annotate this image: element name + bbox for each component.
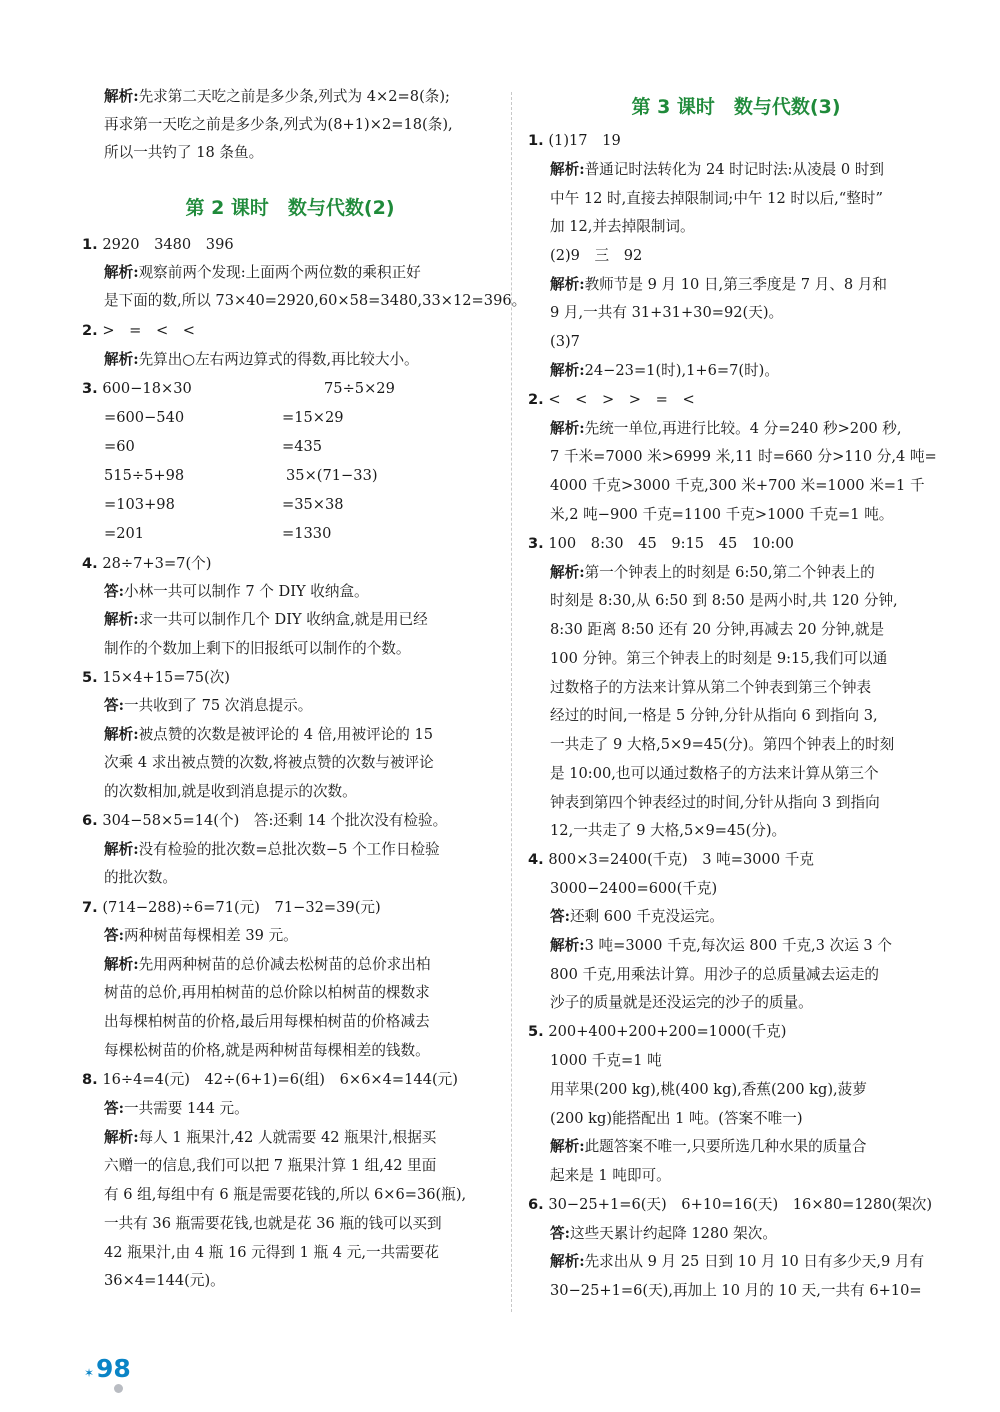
analysis-text: 解析:3 吨=3000 千克,每次运 800 千克,3 次运 3 个 bbox=[550, 937, 892, 954]
analysis-text: 4000 千克>3000 千克,300 米+700 米=1000 米=1 千 bbox=[550, 477, 925, 494]
item-number: 4. bbox=[82, 555, 98, 572]
answer-2: 2. < < > > = < bbox=[528, 391, 695, 408]
analysis-text: 一共走了 9 大格,5×9=45(分)。第四个钟表上的时刻 bbox=[550, 736, 895, 753]
analysis-text: 所以一共钓了 18 条鱼。 bbox=[104, 144, 264, 161]
keyword-label: 答: bbox=[104, 697, 124, 714]
decorative-dot-icon bbox=[114, 1384, 123, 1393]
keyword-label: 解析: bbox=[104, 88, 139, 105]
keyword-label: 解析: bbox=[104, 841, 139, 858]
analysis-text: 解析:求一共可以制作几个 DIY 收纳盒,就是用已经 bbox=[104, 611, 428, 628]
analysis-text: 经过的时间,一格是 5 分钟,分针从指向 6 到指向 3, bbox=[550, 707, 878, 724]
page-number: 98 bbox=[96, 1354, 131, 1383]
analysis-text: 的批次数。 bbox=[104, 869, 177, 886]
analysis-text: 树苗的总价,再用柏树苗的总价除以柏树苗的棵数求 bbox=[104, 984, 430, 1001]
analysis-text: 解析:24−23=1(时),1+6=7(时)。 bbox=[550, 362, 779, 379]
keyword-label: 解析: bbox=[550, 1253, 585, 1270]
keyword-label: 答: bbox=[550, 1225, 570, 1242]
keyword-label: 解析: bbox=[550, 362, 585, 379]
analysis-text: 每棵松树苗的价格,就是两种树苗每棵相差的钱数。 bbox=[104, 1042, 430, 1059]
reply-text: 答:还剩 600 千克没运完。 bbox=[550, 908, 724, 925]
analysis-text: 解析:第一个钟表上的时刻是 6:50,第二个钟表上的 bbox=[550, 564, 875, 581]
item-number: 1. bbox=[528, 132, 544, 149]
analysis-text: 有 6 组,每组中有 6 瓶是需要花钱的,所以 6×6=36(瓶), bbox=[104, 1186, 467, 1203]
analysis-text: 解析:普通记时法转化为 24 时记时法:从凌晨 0 时到 bbox=[550, 161, 885, 178]
analysis-text: 沙子的质量就是还没运完的沙子的质量。 bbox=[550, 994, 813, 1011]
item-number: 6. bbox=[528, 1196, 544, 1213]
analysis-text: 解析:没有检验的批次数=总批次数−5 个工作日检验 bbox=[104, 841, 440, 858]
analysis-text: 米,2 吨−900 千克=1100 千克>1000 千克=1 吨。 bbox=[550, 506, 894, 523]
analysis-text: 是下面的数,所以 73×40=2920,60×58=3480,33×12=396。 bbox=[104, 292, 527, 309]
answer-1-part-3: (3)7 bbox=[550, 333, 580, 350]
item-number: 5. bbox=[82, 669, 98, 686]
keyword-label: 解析: bbox=[550, 161, 585, 178]
keyword-label: 答: bbox=[104, 1100, 124, 1117]
analysis-text: 时刻是 8:30,从 6:50 到 8:50 是两小时,共 120 分钟, bbox=[550, 592, 898, 609]
keyword-label: 解析: bbox=[550, 937, 585, 954]
star-icon: ✶ bbox=[84, 1366, 95, 1380]
answer-7: 7. (714−288)÷6=71(元) 71−32=39(元) bbox=[82, 899, 381, 916]
analysis-text: 再求第一天吃之前是多少条,列式为(8+1)×2=18(条), bbox=[104, 116, 453, 133]
keyword-label: 解析: bbox=[104, 1129, 139, 1146]
item-number: 1. bbox=[82, 236, 98, 253]
calc-step: =201 bbox=[104, 525, 145, 542]
analysis-text: 解析:先统一单位,再进行比较。4 分=240 秒>200 秒, bbox=[550, 420, 902, 437]
keyword-label: 解析: bbox=[550, 564, 585, 581]
analysis-text: 12,一共走了 9 大格,5×9=45(分)。 bbox=[550, 822, 787, 839]
calc-step: 515÷5+98 bbox=[104, 467, 185, 484]
section-title-lesson-2: 第 2 课时 数与代数(2) bbox=[185, 197, 395, 219]
keyword-label: 解析: bbox=[550, 276, 585, 293]
calc-step: =60 bbox=[104, 438, 135, 455]
item-number: 5. bbox=[528, 1023, 544, 1040]
item-number: 2. bbox=[82, 322, 98, 339]
analysis-text: 42 瓶果汁,由 4 瓶 16 元得到 1 瓶 4 元,一共需要花 bbox=[104, 1244, 439, 1261]
reply-text: 答:一共需要 144 元。 bbox=[104, 1100, 249, 1117]
analysis-text: 800 千克,用乘法计算。用沙子的总质量减去运走的 bbox=[550, 966, 880, 983]
analysis-text: 7 千米=7000 米>6999 米,11 时=660 分>110 分,4 吨= bbox=[550, 448, 937, 465]
analysis-text: 解析:先用两种树苗的总价减去松树苗的总价求出柏 bbox=[104, 956, 431, 973]
item-number: 8. bbox=[82, 1071, 98, 1088]
answer-4: 4. 800×3=2400(千克) 3 吨=3000 千克 bbox=[528, 851, 814, 868]
reply-text: 答:一共收到了 75 次消息提示。 bbox=[104, 697, 313, 714]
answer-text: (200 kg)能搭配出 1 吨。(答案不唯一) bbox=[550, 1110, 803, 1127]
calc-step: =435 bbox=[282, 438, 323, 455]
analysis-text: 起来是 1 吨即可。 bbox=[550, 1167, 671, 1184]
calc-step: =103+98 bbox=[104, 496, 175, 513]
answer-3-calc-b: 75÷5×29 bbox=[324, 380, 395, 397]
calc-step: =600−540 bbox=[104, 409, 185, 426]
column-divider bbox=[511, 92, 512, 1312]
keyword-label: 答: bbox=[550, 908, 570, 925]
answer-1: 1. (1)17 19 bbox=[528, 132, 621, 149]
analysis-text: 30−25+1=6(天),再加上 10 月的 10 天,一共有 6+10= bbox=[550, 1282, 922, 1299]
analysis-text: 解析:此题答案不唯一,只要所选几种水果的质量合 bbox=[550, 1138, 867, 1155]
reply-text: 答:两种树苗每棵相差 39 元。 bbox=[104, 927, 298, 944]
analysis-text: 解析:先求出从 9 月 25 日到 10 月 10 日有多少天,9 月有 bbox=[550, 1253, 925, 1270]
calc-step: 35×(71−33) bbox=[286, 467, 378, 484]
item-number: 7. bbox=[82, 899, 98, 916]
calc-step: =1330 bbox=[282, 525, 332, 542]
keyword-label: 解析: bbox=[104, 351, 139, 368]
analysis-text: 8:30 距离 8:50 还有 20 分钟,再减去 20 分钟,就是 bbox=[550, 621, 885, 638]
calc-step: 1000 千克=1 吨 bbox=[550, 1052, 662, 1069]
keyword-label: 答: bbox=[104, 927, 124, 944]
keyword-label: 解析: bbox=[104, 956, 139, 973]
keyword-label: 解析: bbox=[104, 611, 139, 628]
keyword-label: 解析: bbox=[104, 726, 139, 743]
analysis-text: 100 分钟。第三个钟表上的时刻是 9:15,我们可以通 bbox=[550, 650, 888, 667]
reply-text: 答:小林一共可以制作 7 个 DIY 收纳盒。 bbox=[104, 583, 369, 600]
analysis-text: 解析:被点赞的次数是被评论的 4 倍,用被评论的 15 bbox=[104, 726, 434, 743]
keyword-label: 解析: bbox=[550, 1138, 585, 1155]
answer-1: 1. 2920 3480 396 bbox=[82, 236, 234, 253]
analysis-text: 的次数相加,就是收到消息提示的次数。 bbox=[104, 783, 357, 800]
analysis-text: 9 月,一共有 31+31+30=92(天)。 bbox=[550, 304, 784, 321]
answer-text: 用苹果(200 kg),桃(400 kg),香蕉(200 kg),菠萝 bbox=[550, 1081, 867, 1098]
analysis-text: 解析:先算出○左右两边算式的得数,再比较大小。 bbox=[104, 351, 419, 368]
item-number: 3. bbox=[528, 535, 544, 552]
calc-step: =15×29 bbox=[282, 409, 344, 426]
answer-6: 6. 30−25+1=6(天) 6+10=16(天) 16×80=1280(架次) bbox=[528, 1196, 933, 1213]
keyword-label: 解析: bbox=[550, 420, 585, 437]
item-number: 2. bbox=[528, 391, 544, 408]
answer-5: 5. 200+400+200+200=1000(千克) bbox=[528, 1023, 787, 1040]
analysis-text: 36×4=144(元)。 bbox=[104, 1272, 225, 1289]
analysis-text: 解析:观察前两个发现:上面两个两位数的乘积正好 bbox=[104, 264, 421, 281]
calc-step: =35×38 bbox=[282, 496, 344, 513]
item-number: 3. bbox=[82, 380, 98, 397]
answer-3: 3. 100 8:30 45 9:15 45 10:00 bbox=[528, 535, 794, 552]
analysis-text: 制作的个数加上剩下的旧报纸可以制作的个数。 bbox=[104, 640, 411, 657]
analysis-text: 中午 12 时,直接去掉限制词;中午 12 时以后,“整时” bbox=[550, 190, 883, 207]
answer-1-part-2: (2)9 三 92 bbox=[550, 247, 643, 264]
keyword-label: 解析: bbox=[104, 264, 139, 281]
analysis-text: 一共有 36 瓶需要花钱,也就是花 36 瓶的钱可以买到 bbox=[104, 1215, 442, 1232]
analysis-text: 加 12,并去掉限制词。 bbox=[550, 218, 695, 235]
section-title-lesson-3: 第 3 课时 数与代数(3) bbox=[631, 96, 841, 118]
analysis-text: 过数格子的方法来计算从第二个钟表到第三个钟表 bbox=[550, 679, 872, 696]
answer-6: 6. 304−58×5=14(个) 答:还剩 14 个批次没有检验。 bbox=[82, 812, 448, 829]
item-number: 4. bbox=[528, 851, 544, 868]
keyword-label: 答: bbox=[104, 583, 124, 600]
analysis-text: 解析:教师节是 9 月 10 日,第三季度是 7 月、8 月和 bbox=[550, 276, 888, 293]
analysis-text: 次乘 4 求出被点赞的次数,将被点赞的次数与被评论 bbox=[104, 754, 434, 771]
reply-text: 答:这些天累计约起降 1280 架次。 bbox=[550, 1225, 777, 1242]
answer-5: 5. 15×4+15=75(次) bbox=[82, 669, 231, 686]
answer-3-calc-a: 3. 600−18×30 bbox=[82, 380, 192, 397]
analysis-text: 出每棵柏树苗的价格,最后用每棵柏树苗的价格减去 bbox=[104, 1013, 430, 1030]
answer-2: 2. > = < < bbox=[82, 322, 196, 339]
analysis-text: 解析:每人 1 瓶果汁,42 人就需要 42 瓶果汁,根据买 bbox=[104, 1129, 437, 1146]
answer-4: 4. 28÷7+3=7(个) bbox=[82, 555, 212, 572]
item-number: 6. bbox=[82, 812, 98, 829]
analysis-text: 是 10:00,也可以通过数格子的方法来计算从第三个 bbox=[550, 765, 879, 782]
answer-8: 8. 16÷4=4(元) 42÷(6+1)=6(组) 6×6×4=144(元) bbox=[82, 1071, 458, 1088]
calc-step: 3000−2400=600(千克) bbox=[550, 880, 718, 897]
analysis-text: 六赠一的信息,我们可以把 7 瓶果汁算 1 组,42 里面 bbox=[104, 1157, 437, 1174]
analysis-text: 钟表到第四个钟表经过的时间,分针从指向 3 到指向 bbox=[550, 794, 880, 811]
analysis-text: 解析:先求第二天吃之前是多少条,列式为 4×2=8(条); bbox=[104, 88, 450, 105]
